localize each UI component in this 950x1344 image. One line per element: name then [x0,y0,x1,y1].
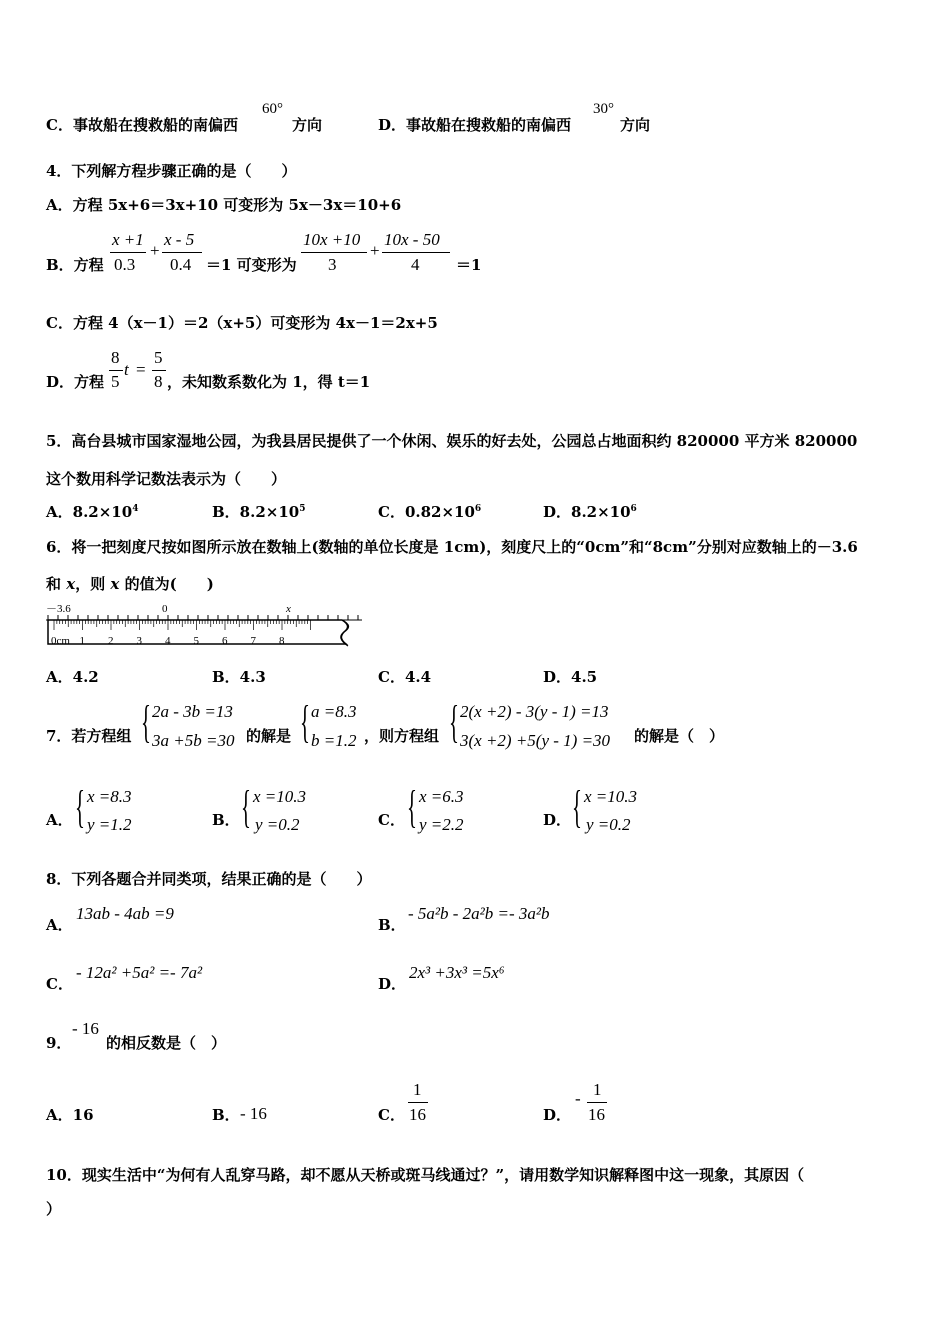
ruler-number: 2 [108,635,114,647]
q7-sys2-line1: 2(x +2) - 3(y - 1) =13 [460,702,609,721]
q7-d-brace: { [572,781,582,832]
q10-stem-line1: 10．现实生活中“为何有人乱穿马路，却不愿从天桥或斑马线通过？”，请用数学知识解释图中这一现象，其原因（ [46,1166,805,1184]
q3-option-c-angle: 60° [262,101,283,117]
q7-b-line1: x =10.3 [253,787,307,806]
q7-sys2-line2: 3(x +2) +5(y - 1) =30 [460,731,611,750]
q4-b-end: ＝1 [456,256,482,274]
q7-c-brace: { [407,781,417,832]
q9-d-den: 16 [588,1105,605,1124]
q8-option-b-expr: - 5a²b - 2a²b =- 3a²b [408,904,550,923]
q7-c-line2: y =2.2 [419,815,464,834]
q7-sys1-line1: 2a - 3b =13 [152,702,233,721]
q4-b-plus2: + [370,241,380,260]
q8-option-d-label: D． [378,975,407,993]
q4-b-plus1: + [150,241,160,260]
q3-option-c: C．事故船在搜救船的南偏西 [46,116,238,134]
q7-b-line2: y =0.2 [255,815,300,834]
q9-c-num: 1 [413,1080,422,1099]
q7-d-line1: x =10.3 [584,787,638,806]
q4-b-frac3-bar [301,252,367,253]
q7-option-b-label: B． [212,811,240,829]
q4-b-frac3-den: 3 [328,255,337,274]
q8-stem: 8．下列各题合并同类项，结果正确的是（ ） [46,870,372,888]
q4-b-frac1-bar [110,252,146,253]
q7-a-line1: x =8.3 [87,787,132,806]
q8-option-d-expr: 2x³ +3x³ =5x⁶ [409,963,505,982]
q4-d-var: t [124,360,129,379]
q9-label: 9． [46,1034,72,1052]
q4-b-frac2-den: 0.4 [170,255,192,274]
q9-option-b-value: - 16 [240,1104,267,1123]
q4-b-frac3-num: 10x +10 [303,230,361,249]
q9-value: - 16 [72,1019,99,1038]
q9-option-a: A．16 [46,1106,94,1124]
ruler-number: 8 [279,635,285,647]
q9-option-d-label: D． [543,1106,572,1124]
ruler-number: 6 [222,635,228,647]
q8-option-c-expr: - 12a² +5a² =- 7a² [76,963,203,982]
q4-b-frac2-bar [162,252,202,253]
q8-option-a-expr: 13ab - 4ab =9 [76,904,174,923]
q6-option-c: C．4.4 [378,668,432,686]
q7-mid1: 的解是 [246,727,292,745]
q7-a-line2: y =1.2 [87,815,132,834]
ruler-label-x: x [286,603,291,615]
q7-sys1-line2: 3a +5b =30 [152,731,235,750]
q7-mid2: ，则方程组 [364,727,440,745]
q7-sys2-brace: { [449,696,459,747]
ruler-number: 5 [193,635,199,647]
q6-option-b: B．4.3 [212,668,266,686]
q4-option-c: C．方程 4（x－1）＝2（x+5）可变形为 4x－1＝2x+5 [46,314,438,332]
q4-option-b-label: B．方程 [46,256,104,274]
q9-option-b-label: B． [212,1106,240,1124]
q10-stem-line2: ） [46,1200,62,1218]
q4-d-frac2-den: 8 [154,372,163,391]
q4-b-frac4-den: 4 [411,255,420,274]
q4-d-eq: = [136,360,146,379]
q4-b-frac1-num: x +1 [112,230,144,249]
q5-stem-line2: 这个数用科学记数法表示为（ ） [46,470,287,488]
ruler-number: 4 [165,635,171,647]
q9-d-num: 1 [593,1080,602,1099]
ruler-number: 7 [250,635,256,647]
q4-d-frac2-bar [152,370,166,371]
q8-option-a-label: A． [46,916,73,934]
q9-d-sign: - [575,1089,581,1108]
q7-b-brace: { [241,781,251,832]
q3-option-d: D．事故船在搜救船的南偏西 [378,116,572,134]
ruler-unit-label: 0cm [51,635,70,647]
q4-d-text: ，未知数系数化为 1，得 t＝1 [167,373,371,391]
q4-d-frac1-den: 5 [111,372,120,391]
q4-stem: 4．下列解方程步骤正确的是（ ） [46,162,297,180]
q4-d-frac2-num: 5 [154,348,163,367]
q4-b-middle: ＝1 可变形为 [206,256,297,274]
q9-option-c-label: C． [378,1106,405,1124]
q3-option-d-angle: 30° [593,101,614,117]
q5-option-c: C．$0.82\times 10^6$ [378,503,482,521]
q7-a-brace: { [75,781,85,832]
q4-d-frac1-num: 8 [111,348,120,367]
q7-option-c-label: C． [378,811,405,829]
q7-option-a-label: A． [46,811,73,829]
q4-b-frac2-num: x - 5 [164,230,195,249]
ruler-label-zero: 0 [162,603,168,615]
q7-end: 的解是（ ） [634,727,725,745]
q7-sol1-line1: a =8.3 [311,702,357,721]
q7-label: 7．若方程组 [46,727,132,745]
q4-b-frac4-bar [382,252,450,253]
q4-d-frac1-bar [109,370,123,371]
q6-option-d: D．4.5 [543,668,598,686]
q9-d-bar [587,1102,607,1103]
q5-option-d: D．$8.2\times 10^6$ [543,503,637,521]
q6-stem-line2: 和 x，则 x 的值为( ) [46,575,214,593]
q6-option-a: A．4.2 [46,668,99,686]
q9-c-bar [408,1102,428,1103]
q3-option-d-suffix: 方向 [620,116,651,134]
q4-b-frac4-num: 10x - 50 [384,230,440,249]
q7-sol1-brace: { [300,696,310,747]
q7-c-line1: x =6.3 [419,787,464,806]
q4-b-frac1-den: 0.3 [114,255,136,274]
q4-option-a: A．方程 5x+6＝3x+10 可变形为 5x－3x＝10+6 [46,196,402,214]
q3-option-c-suffix: 方向 [292,116,323,134]
q7-option-d-label: D． [543,811,572,829]
q5-option-a: A．$8.2\times 10^4$ [46,503,139,521]
q5-stem-line1: 5．高台县城市国家湿地公园，为我县居民提供了一个休闲、娱乐的好去处，公园总占地面积约 820000 平方米 820000 [46,432,858,450]
q7-sol1-line2: b =1.2 [311,731,357,750]
ruler-number: 1 [79,635,85,647]
ruler-label-neg: －3.6 [46,603,71,615]
ruler-number: 3 [136,635,142,647]
q8-option-c-label: C． [46,975,73,993]
q5-option-b: B．$8.2\times 10^5$ [212,503,306,521]
q7-sys1-brace: { [141,696,151,747]
q7-d-line2: y =0.2 [586,815,631,834]
q8-option-b-label: B． [378,916,406,934]
q6-stem-line1: 6．将一把刻度尺按如图所示放在数轴上(数轴的单位长度是 1cm)，刻度尺上的“0cm”和“8cm”分别对应数轴上的－3.6 [46,538,858,556]
q9-c-den: 16 [409,1105,426,1124]
q4-option-d-label: D．方程 [46,373,105,391]
q9-stem: 的相反数是（ ） [106,1034,227,1052]
ruler-figure [42,600,368,654]
